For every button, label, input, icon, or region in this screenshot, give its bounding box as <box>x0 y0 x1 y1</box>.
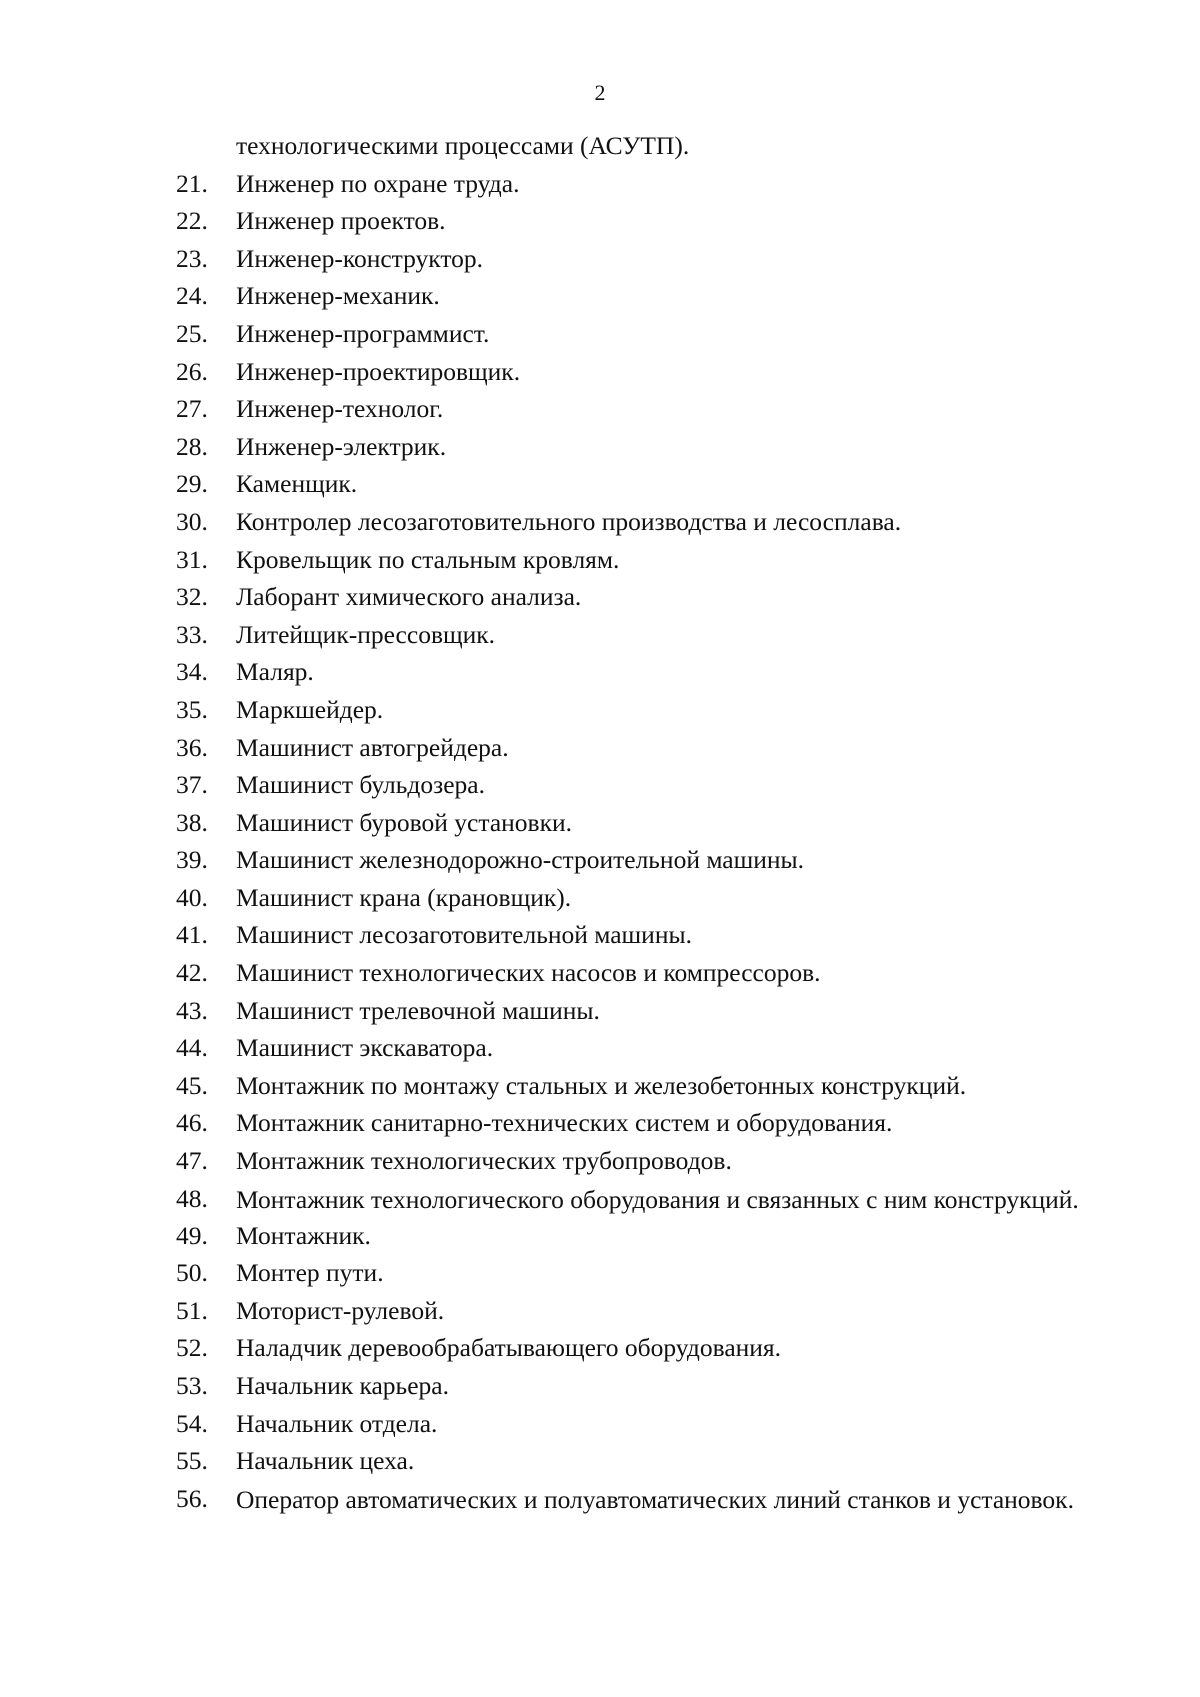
item-text: Машинист технологических насосов и компрессоров. <box>236 958 821 988</box>
item-text: Литейщик-прессовщик. <box>236 619 496 649</box>
item-number: 50. <box>176 1258 208 1288</box>
item-number: 39. <box>176 845 208 875</box>
item-number: 29. <box>176 469 208 499</box>
item-number: 41. <box>176 920 208 950</box>
item-text: Инженер-программист. <box>236 318 490 348</box>
list-item <box>176 507 1086 537</box>
item-text: Монтажник санитарно-технических систем и оборудования. <box>236 1108 893 1138</box>
list-item <box>176 1184 1086 1215</box>
item-text: Монтажник. <box>236 1220 371 1250</box>
item-text: Инженер-электрик. <box>236 431 447 461</box>
item-number: 53. <box>176 1371 208 1400</box>
list-item <box>176 394 1086 424</box>
list-item <box>176 169 1086 199</box>
item-text: Машинист бульдозера. <box>236 770 485 800</box>
item-number: 40. <box>176 882 208 912</box>
list-item <box>176 1071 1086 1101</box>
item-number: 24. <box>176 281 208 311</box>
list-item <box>176 845 1086 875</box>
item-text: Оператор автоматических и полуавтоматических линий станков и установок. <box>236 1484 1074 1514</box>
item-text: Машинист автогрейдера. <box>236 732 509 762</box>
list-item <box>176 733 1086 763</box>
list-item <box>176 357 1086 387</box>
item-text: Инженер проектов. <box>236 206 446 236</box>
item-text: Маляр. <box>236 657 314 687</box>
list-item <box>176 1258 1086 1288</box>
item-text: Инженер-проектировщик. <box>236 356 521 386</box>
item-text: Инженер-механик. <box>236 281 440 311</box>
list-item <box>176 1446 1086 1476</box>
list-item <box>176 920 1086 950</box>
item-text: Начальник отдела. <box>236 1408 438 1438</box>
item-number: 32. <box>176 582 208 612</box>
item-text: Монтажник технологических трубопроводов. <box>236 1146 732 1176</box>
item-number: 49. <box>176 1220 208 1250</box>
item-text: Контролер лесозаготовительного производства и лесосплава. <box>236 506 902 536</box>
item-number: 43. <box>176 995 208 1025</box>
list-item <box>176 545 1086 575</box>
list-item <box>176 281 1086 311</box>
item-number: 30. <box>176 506 208 536</box>
list-item <box>176 1333 1086 1363</box>
item-number: 55. <box>176 1446 208 1476</box>
item-number: 42. <box>176 958 208 988</box>
item-number: 46. <box>176 1108 208 1138</box>
list-item <box>176 996 1086 1026</box>
page-number: 2 <box>594 80 606 105</box>
list-item <box>176 695 1086 725</box>
item-text: Кровельщик по стальным кровлям. <box>236 544 620 574</box>
list-item <box>176 1033 1086 1063</box>
list-item <box>176 1296 1086 1326</box>
item-number: 23. <box>176 243 208 273</box>
item-text: Машинист экскаватора. <box>236 1033 494 1063</box>
item-text: Монтажник по монтажу стальных и железобетонных конструкций. <box>236 1070 967 1100</box>
item-number: 33. <box>176 619 208 649</box>
list-item <box>176 657 1086 687</box>
item-text: Машинист железнодорожно-строительной машины. <box>236 845 805 875</box>
list-item <box>176 582 1086 612</box>
item-text: Наладчик деревообрабатывающего оборудования. <box>236 1333 782 1363</box>
item-number: 48. <box>176 1184 208 1214</box>
item-text: Машинист трелевочной машины. <box>236 995 600 1025</box>
item-number: 45. <box>176 1070 208 1100</box>
list-item <box>176 469 1086 499</box>
item-number: 37. <box>176 770 208 800</box>
item-number: 34. <box>176 657 208 687</box>
item-number: 28. <box>176 431 208 461</box>
list-item <box>176 620 1086 650</box>
list-item <box>176 319 1086 349</box>
list-item <box>176 1108 1086 1138</box>
list-item <box>176 1146 1086 1176</box>
item-number: 36. <box>176 732 208 762</box>
list-item <box>176 883 1086 913</box>
item-number: 22. <box>176 206 208 236</box>
continuation-text: технологическими процессами (АСУТП). <box>236 131 690 160</box>
item-number: 35. <box>176 694 208 724</box>
list-item <box>176 808 1086 838</box>
list-item <box>176 1409 1086 1439</box>
item-number: 52. <box>176 1333 208 1363</box>
item-text: Машинист лесозаготовительной машины. <box>236 920 692 950</box>
item-text: Монтер пути. <box>236 1258 384 1288</box>
item-number: 54. <box>176 1408 208 1438</box>
item-text: Каменщик. <box>236 469 358 499</box>
item-number: 44. <box>176 1033 208 1063</box>
list-item <box>176 206 1086 236</box>
item-text: Инженер-конструктор. <box>236 243 484 273</box>
item-number: 21. <box>176 168 208 198</box>
item-number: 56. <box>176 1484 208 1514</box>
item-number: 38. <box>176 807 208 837</box>
item-number: 27. <box>176 394 208 424</box>
item-number: 31. <box>176 544 208 574</box>
list-item <box>176 770 1086 800</box>
item-number: 47. <box>176 1146 208 1176</box>
item-number: 26. <box>176 356 208 386</box>
item-text: Лаборант химического анализа. <box>236 582 582 612</box>
list-item <box>176 958 1086 988</box>
list-item <box>176 244 1086 274</box>
list-item <box>176 432 1086 462</box>
continuation-line <box>176 131 1086 161</box>
item-text: Машинист крана (крановщик). <box>236 882 572 912</box>
list-item <box>176 1484 1086 1515</box>
item-number: 51. <box>176 1295 208 1325</box>
item-text: Моторист-рулевой. <box>236 1295 445 1325</box>
item-text: Начальник карьера. <box>236 1371 449 1400</box>
list-item <box>176 1221 1086 1251</box>
list-item <box>176 1371 1086 1401</box>
item-text: Начальник цеха. <box>236 1446 415 1476</box>
item-number: 25. <box>176 318 208 348</box>
item-text: Маркшейдер. <box>236 694 384 724</box>
item-text: Инженер-технолог. <box>236 394 444 424</box>
item-text: Машинист буровой установки. <box>236 807 572 837</box>
item-text: Монтажник технологического оборудования и связанных с ним конструкций. <box>236 1184 1079 1214</box>
item-text: Инженер по охране труда. <box>236 168 520 198</box>
profession-list <box>176 131 1086 1521</box>
